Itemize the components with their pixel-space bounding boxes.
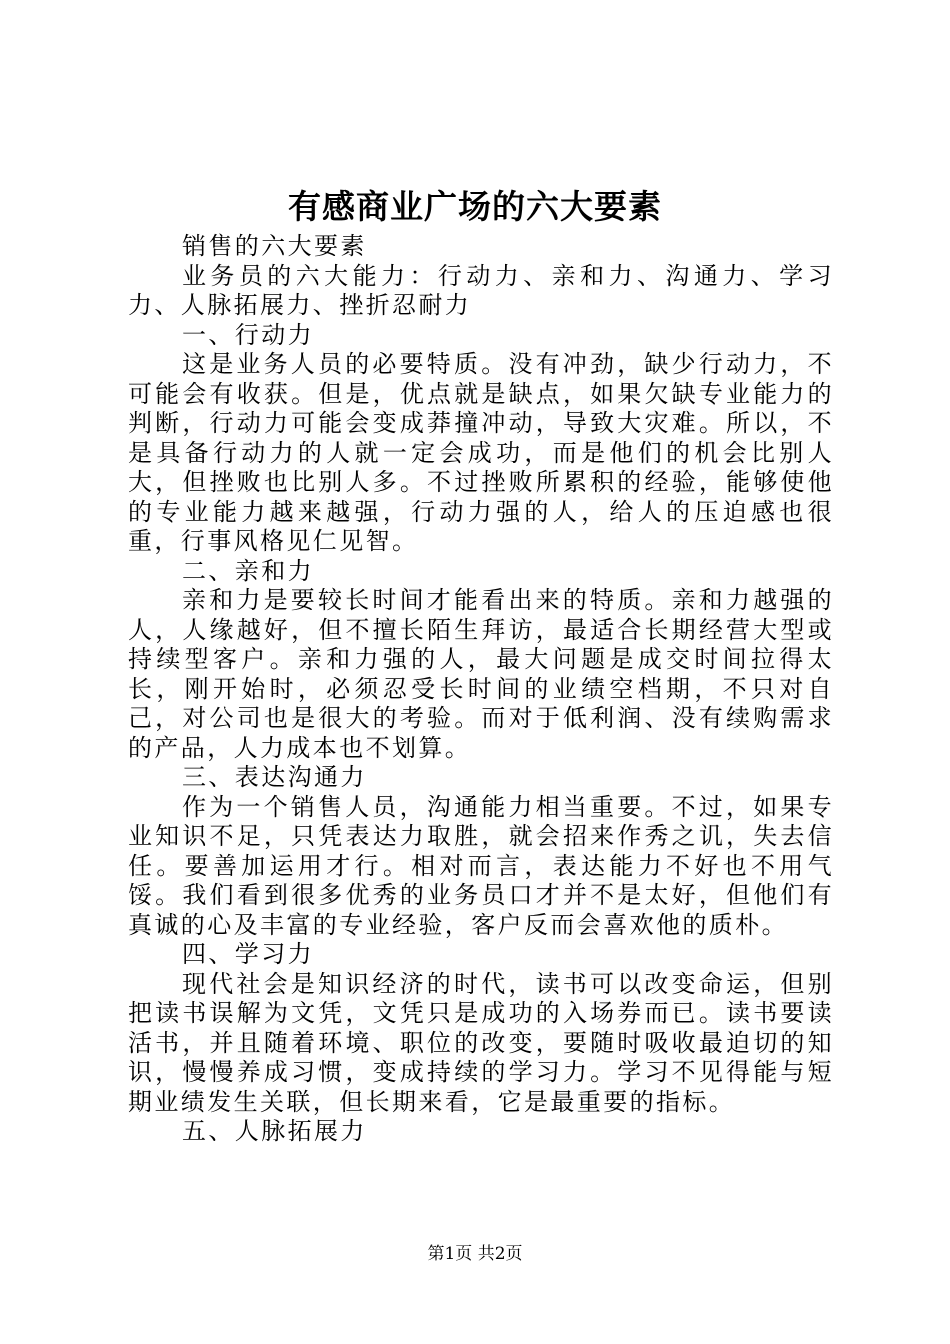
- section-heading: 三、表达沟通力: [182, 763, 367, 791]
- page-footer: 第1页 共2页: [427, 1244, 523, 1264]
- paragraph: 亲和力是要较长时间才能看出来的特质。亲和力越强的人，人缘越好，但不擅长陌生拜访，最适合长期经营大型或持续型客户。亲和力强的人，最大问题是成交时间拉得太长，刚开始时，必须忍受长时间的业绩空档期，不只对自己，对公司也是很大的考验。而对于低利润、没有续购需求的产品，人力成本也不划算。: [128, 586, 834, 762]
- document-title: 有感商业广场的六大要素: [288, 187, 662, 226]
- paragraph: 现代社会是知识经济的时代，读书可以改变命运，但别把读书误解为文凭，文凭只是成功的入场券而已。读书要读活书，并且随着环境、职位的改变，要随时吸收最迫切的知识，慢慢养成习惯，变成持续的学习力。学习不见得能与短期业绩发生关联，但长期来看，它是最重要的指标。: [128, 969, 834, 1116]
- section-heading: 一、行动力: [182, 320, 314, 349]
- paragraph: 作为一个销售人员，沟通能力相当重要。不过，如果专业知识不足，只凭表达力取胜，就会招来作秀之讥，失去信任。要善加运用才行。相对而言，表达能力不好也不用气馁。我们看到很多优秀的业务员口才并不是太好，但他们有真诚的心及丰富的专业经验，客户反而会喜欢他的质朴。: [128, 792, 834, 939]
- paragraph: 销售的六大要素: [182, 232, 367, 260]
- section-heading: 五、人脉拓展力: [182, 1117, 367, 1145]
- paragraph: 这是业务人员的必要特质。没有冲劲，缺少行动力，不可能会有收获。但是，优点就是缺点，如果欠缺专业能力的判断，行动力可能会变成莽撞冲动，导致大灾难。所以，不是具备行动力的人就一定会成功，而是他们的机会比别人大，但挫败也比别人多。不过挫败所累积的经验，能够使他的专业能力越来越强，行动力强的人，给人的压迫感也很重，行事风格见仁见智。: [128, 350, 834, 555]
- paragraph: 业务员的六大能力：行动力、亲和力、沟通力、学习力、人脉拓展力、挫折忍耐力: [128, 261, 834, 319]
- section-heading: 二、亲和力: [182, 556, 314, 585]
- document-body: [128, 232, 834, 1147]
- section-heading: 四、学习力: [182, 940, 314, 968]
